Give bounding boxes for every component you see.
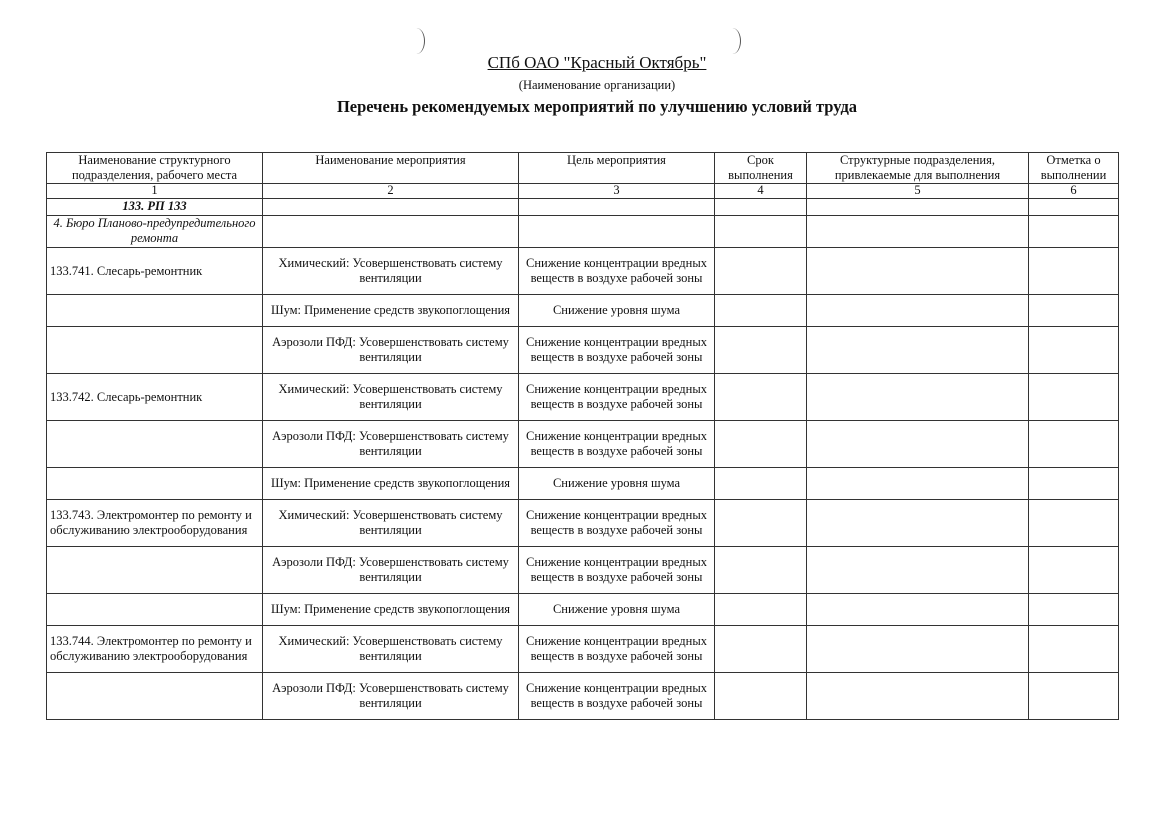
departments-cell bbox=[807, 547, 1029, 594]
deadline-cell bbox=[715, 421, 807, 468]
punch-hole-mark bbox=[724, 28, 741, 54]
column-header: Наименование мероприятия bbox=[263, 153, 519, 184]
measure-cell: Химический: Усовершенствовать систему вентиляции bbox=[263, 248, 519, 295]
departments-cell bbox=[807, 500, 1029, 547]
deadline-cell bbox=[715, 626, 807, 673]
goal-cell: Снижение концентрации вредных веществ в воздухе рабочей зоны bbox=[519, 374, 715, 421]
table-header-row bbox=[47, 153, 1119, 184]
table-row bbox=[47, 626, 1119, 673]
column-header: Цель мероприятия bbox=[519, 153, 715, 184]
table-row bbox=[47, 421, 1119, 468]
completion-mark-cell bbox=[1029, 673, 1119, 720]
goal-cell: Снижение уровня шума bbox=[519, 468, 715, 500]
workplace-cell: 133.741. Слесарь-ремонтник bbox=[47, 248, 263, 295]
completion-mark-cell bbox=[1029, 374, 1119, 421]
goal-cell: Снижение концентрации вредных веществ в воздухе рабочей зоны bbox=[519, 547, 715, 594]
goal-cell: Снижение концентрации вредных веществ в воздухе рабочей зоны bbox=[519, 327, 715, 374]
completion-mark-cell bbox=[1029, 626, 1119, 673]
goal-cell: Снижение концентрации вредных веществ в воздухе рабочей зоны bbox=[519, 500, 715, 547]
workplace-cell bbox=[47, 673, 263, 720]
goal-cell: Снижение уровня шума bbox=[519, 594, 715, 626]
goal-cell: Снижение концентрации вредных веществ в воздухе рабочей зоны bbox=[519, 626, 715, 673]
completion-mark-cell bbox=[1029, 248, 1119, 295]
completion-mark-cell bbox=[1029, 421, 1119, 468]
column-header: Отметка о выполнении bbox=[1029, 153, 1119, 184]
departments-cell bbox=[807, 248, 1029, 295]
deadline-cell bbox=[715, 500, 807, 547]
goal-cell: Снижение концентрации вредных веществ в воздухе рабочей зоны bbox=[519, 421, 715, 468]
section-row bbox=[47, 199, 1119, 216]
workplace-cell: 133.743. Электромонтер по ремонту и обслуживанию электрооборудования bbox=[47, 500, 263, 547]
goal-cell: Снижение концентрации вредных веществ в воздухе рабочей зоны bbox=[519, 248, 715, 295]
column-number: 6 bbox=[1029, 184, 1119, 199]
deadline-cell bbox=[715, 547, 807, 594]
deadline-cell bbox=[715, 468, 807, 500]
departments-cell bbox=[807, 327, 1029, 374]
departments-cell bbox=[807, 673, 1029, 720]
workplace-cell: 133.744. Электромонтер по ремонту и обслуживанию электрооборудования bbox=[47, 626, 263, 673]
deadline-cell bbox=[715, 673, 807, 720]
measure-cell: Шум: Применение средств звукопоглощения bbox=[263, 295, 519, 327]
completion-mark-cell bbox=[1029, 594, 1119, 626]
table-row bbox=[47, 295, 1119, 327]
departments-cell bbox=[807, 594, 1029, 626]
workplace-cell bbox=[47, 421, 263, 468]
measure-cell: Аэрозоли ПФД: Усовершенствовать систему вентиляции bbox=[263, 547, 519, 594]
deadline-cell bbox=[715, 295, 807, 327]
column-header: Наименование структурного подразделения, рабочего места bbox=[47, 153, 263, 184]
workplace-cell bbox=[47, 295, 263, 327]
workplace-cell bbox=[47, 594, 263, 626]
column-number: 3 bbox=[519, 184, 715, 199]
completion-mark-cell bbox=[1029, 295, 1119, 327]
measure-cell: Аэрозоли ПФД: Усовершенствовать систему вентиляции bbox=[263, 327, 519, 374]
departments-cell bbox=[807, 626, 1029, 673]
punch-hole-mark bbox=[408, 28, 425, 54]
goal-cell: Снижение концентрации вредных веществ в воздухе рабочей зоны bbox=[519, 673, 715, 720]
subsection-row bbox=[47, 216, 1119, 248]
measures-table bbox=[46, 152, 1119, 720]
departments-cell bbox=[807, 295, 1029, 327]
page-title: Перечень рекомендуемых мероприятий по улучшению условий труда bbox=[336, 97, 858, 116]
column-number: 5 bbox=[807, 184, 1029, 199]
table-row bbox=[47, 594, 1119, 626]
column-header: Структурные подразделения, привлекаемые для выполнения bbox=[807, 153, 1029, 184]
table-row bbox=[47, 374, 1119, 421]
measure-cell: Шум: Применение средств звукопоглощения bbox=[263, 468, 519, 500]
organization-name: СПб ОАО "Красный Октябрь" bbox=[487, 53, 707, 72]
deadline-cell bbox=[715, 327, 807, 374]
workplace-cell bbox=[47, 327, 263, 374]
table-row bbox=[47, 248, 1119, 295]
workplace-cell bbox=[47, 547, 263, 594]
column-header: Срок выполнения bbox=[715, 153, 807, 184]
table-row bbox=[47, 547, 1119, 594]
completion-mark-cell bbox=[1029, 547, 1119, 594]
table-row bbox=[47, 327, 1119, 374]
departments-cell bbox=[807, 468, 1029, 500]
section-title: 133. РП 133 bbox=[47, 199, 263, 216]
measure-cell: Аэрозоли ПФД: Усовершенствовать систему вентиляции bbox=[263, 673, 519, 720]
workplace-cell bbox=[47, 468, 263, 500]
deadline-cell bbox=[715, 594, 807, 626]
completion-mark-cell bbox=[1029, 500, 1119, 547]
subsection-title: 4. Бюро Планово-предупредительного ремонта bbox=[47, 216, 263, 248]
organization-caption: (Наименование организации) bbox=[518, 78, 676, 92]
measure-cell: Шум: Применение средств звукопоглощения bbox=[263, 594, 519, 626]
column-number: 2 bbox=[263, 184, 519, 199]
deadline-cell bbox=[715, 248, 807, 295]
completion-mark-cell bbox=[1029, 327, 1119, 374]
workplace-cell: 133.742. Слесарь-ремонтник bbox=[47, 374, 263, 421]
departments-cell bbox=[807, 421, 1029, 468]
column-number: 1 bbox=[47, 184, 263, 199]
measure-cell: Химический: Усовершенствовать систему вентиляции bbox=[263, 626, 519, 673]
column-number: 4 bbox=[715, 184, 807, 199]
measure-cell: Аэрозоли ПФД: Усовершенствовать систему вентиляции bbox=[263, 421, 519, 468]
departments-cell bbox=[807, 374, 1029, 421]
table-row bbox=[47, 500, 1119, 547]
measure-cell: Химический: Усовершенствовать систему вентиляции bbox=[263, 374, 519, 421]
table-row bbox=[47, 673, 1119, 720]
deadline-cell bbox=[715, 374, 807, 421]
completion-mark-cell bbox=[1029, 468, 1119, 500]
measure-cell: Химический: Усовершенствовать систему вентиляции bbox=[263, 500, 519, 547]
table-body bbox=[47, 248, 1119, 720]
column-number-row bbox=[47, 184, 1119, 199]
table-row bbox=[47, 468, 1119, 500]
goal-cell: Снижение уровня шума bbox=[519, 295, 715, 327]
